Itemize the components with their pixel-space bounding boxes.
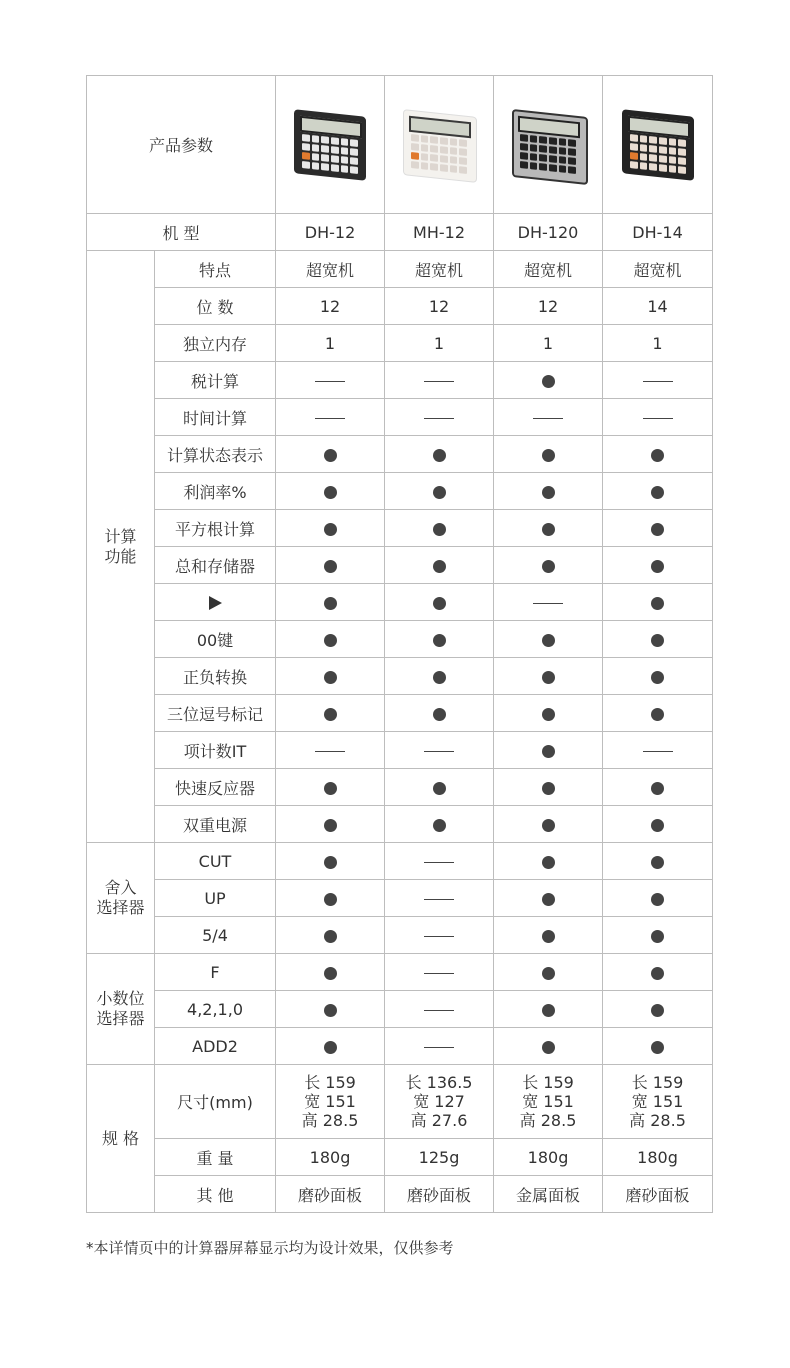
calculator-dark-image — [616, 103, 700, 187]
model-value: DH-14 — [603, 214, 713, 251]
dot-icon — [651, 671, 664, 684]
weight-row — [87, 1139, 713, 1176]
mark-cell — [385, 473, 494, 510]
mark-cell — [603, 954, 713, 991]
calculator-white-image — [397, 103, 481, 187]
model-row — [87, 214, 713, 251]
dash-icon — [424, 1010, 454, 1011]
mark-cell — [276, 621, 385, 658]
size-row — [87, 1065, 713, 1139]
mark-cell — [603, 399, 713, 436]
mark-cell — [494, 547, 603, 584]
feature-row — [87, 251, 713, 288]
mark-cell — [276, 806, 385, 843]
mark-cell — [385, 769, 494, 806]
memory-row — [87, 325, 713, 362]
spec-row — [87, 954, 713, 991]
dot-icon — [542, 1041, 555, 1054]
row-label: 平方根计算 — [155, 510, 276, 547]
mark-cell — [494, 584, 603, 621]
dot-icon — [433, 708, 446, 721]
mark-cell — [494, 917, 603, 954]
mark-cell — [603, 880, 713, 917]
model-value: DH-120 — [494, 214, 603, 251]
dot-icon — [324, 560, 337, 573]
dot-icon — [542, 708, 555, 721]
dash-icon — [643, 418, 673, 419]
mark-cell — [603, 547, 713, 584]
mark-cell — [603, 510, 713, 547]
mark-cell — [385, 547, 494, 584]
dot-icon — [651, 1041, 664, 1054]
mark-cell — [276, 473, 385, 510]
spec-row — [87, 806, 713, 843]
dash-icon — [533, 603, 563, 604]
row-label: 正负转换 — [155, 658, 276, 695]
mark-cell — [276, 1028, 385, 1065]
mark-cell — [603, 991, 713, 1028]
mark-cell — [276, 769, 385, 806]
spec-row — [87, 732, 713, 769]
dot-icon — [542, 634, 555, 647]
mark-cell — [494, 806, 603, 843]
row-label: CUT — [155, 843, 276, 880]
mark-cell — [276, 658, 385, 695]
dash-icon — [424, 418, 454, 419]
mark-cell — [385, 917, 494, 954]
model-label: 机 型 — [87, 214, 276, 251]
row-label: ADD2 — [155, 1028, 276, 1065]
mark-cell — [276, 584, 385, 621]
spec-row — [87, 880, 713, 917]
cell-value: 180g — [276, 1139, 385, 1176]
model-value: DH-12 — [276, 214, 385, 251]
dot-icon — [542, 856, 555, 869]
mark-cell — [276, 362, 385, 399]
mark-cell — [603, 1028, 713, 1065]
cell-value: 1 — [276, 325, 385, 362]
mark-cell — [603, 584, 713, 621]
row-label: 总和存储器 — [155, 547, 276, 584]
dot-icon — [651, 930, 664, 943]
dash-icon — [424, 1047, 454, 1048]
image-row — [87, 76, 713, 214]
calculator-silver-image — [506, 103, 590, 187]
dash-icon — [424, 973, 454, 974]
dot-icon — [433, 523, 446, 536]
row-label: 税计算 — [155, 362, 276, 399]
category-spec: 规 格 — [87, 1065, 155, 1213]
spec-table — [86, 75, 713, 1213]
mark-cell — [603, 843, 713, 880]
digits-row — [87, 288, 713, 325]
dash-icon — [424, 936, 454, 937]
dot-icon — [324, 523, 337, 536]
dash-icon — [643, 751, 673, 752]
mark-cell — [603, 806, 713, 843]
mark-cell — [494, 621, 603, 658]
mark-cell — [276, 917, 385, 954]
mark-cell — [494, 658, 603, 695]
cell-value: 12 — [276, 288, 385, 325]
dot-icon — [651, 449, 664, 462]
category-decimal: 小数位 选择器 — [87, 954, 155, 1065]
dot-icon — [433, 560, 446, 573]
cell-value: 1 — [494, 325, 603, 362]
mark-cell — [385, 843, 494, 880]
dot-icon — [324, 671, 337, 684]
mark-cell — [385, 510, 494, 547]
dash-icon — [424, 899, 454, 900]
spec-row — [87, 991, 713, 1028]
mark-cell — [494, 362, 603, 399]
size-value: 长 136.5 宽 127 高 27.6 — [385, 1065, 494, 1139]
dot-icon — [324, 782, 337, 795]
cell-value: 14 — [603, 288, 713, 325]
row-label: 时间计算 — [155, 399, 276, 436]
dot-icon — [651, 819, 664, 832]
spec-row — [87, 473, 713, 510]
mark-cell — [385, 362, 494, 399]
play-icon — [155, 584, 276, 621]
dot-icon — [651, 893, 664, 906]
dot-icon — [542, 671, 555, 684]
cell-value: 磨砂面板 — [276, 1176, 385, 1213]
dot-icon — [324, 819, 337, 832]
dash-icon — [315, 418, 345, 419]
mark-cell — [494, 954, 603, 991]
cell-value: 磨砂面板 — [385, 1176, 494, 1213]
dot-icon — [542, 375, 555, 388]
mark-cell — [385, 436, 494, 473]
cell-value: 超宽机 — [276, 251, 385, 288]
dot-icon — [324, 486, 337, 499]
dot-icon — [542, 967, 555, 980]
size-value: 长 159 宽 151 高 28.5 — [276, 1065, 385, 1139]
dash-icon — [315, 751, 345, 752]
model-value: MH-12 — [385, 214, 494, 251]
cell-value: 超宽机 — [494, 251, 603, 288]
mark-cell — [385, 732, 494, 769]
dot-icon — [651, 967, 664, 980]
row-label: F — [155, 954, 276, 991]
cell-value: 125g — [385, 1139, 494, 1176]
dot-icon — [542, 782, 555, 795]
mark-cell — [494, 695, 603, 732]
dot-icon — [542, 449, 555, 462]
mark-cell — [385, 806, 494, 843]
size-value: 长 159 宽 151 高 28.5 — [494, 1065, 603, 1139]
mark-cell — [276, 510, 385, 547]
row-label: 利润率% — [155, 473, 276, 510]
dot-icon — [542, 893, 555, 906]
dot-icon — [433, 671, 446, 684]
category-round: 舍入 选择器 — [87, 843, 155, 954]
spec-row — [87, 362, 713, 399]
mark-cell — [276, 843, 385, 880]
mark-cell — [385, 954, 494, 991]
dot-icon — [324, 708, 337, 721]
calculator-black-image — [288, 103, 372, 187]
mark-cell — [494, 769, 603, 806]
dash-icon — [315, 381, 345, 382]
row-label: 其 他 — [155, 1176, 276, 1213]
cell-value: 180g — [494, 1139, 603, 1176]
mark-cell — [276, 732, 385, 769]
mark-cell — [494, 880, 603, 917]
panel-row — [87, 1176, 713, 1213]
row-label: 重 量 — [155, 1139, 276, 1176]
header-label: 产品参数 — [87, 76, 276, 214]
row-label: 双重电源 — [155, 806, 276, 843]
dot-icon — [651, 708, 664, 721]
mark-cell — [385, 880, 494, 917]
dot-icon — [433, 819, 446, 832]
row-label: 位 数 — [155, 288, 276, 325]
mark-cell — [385, 621, 494, 658]
mark-cell — [276, 695, 385, 732]
play-icon — [209, 596, 222, 610]
row-label: UP — [155, 880, 276, 917]
mark-cell — [276, 880, 385, 917]
dot-icon — [651, 856, 664, 869]
mark-cell — [385, 399, 494, 436]
mark-cell — [494, 843, 603, 880]
dot-icon — [433, 634, 446, 647]
cell-value: 磨砂面板 — [603, 1176, 713, 1213]
mark-cell — [385, 1028, 494, 1065]
row-label: 项计数IT — [155, 732, 276, 769]
mark-cell — [385, 991, 494, 1028]
mark-cell — [603, 658, 713, 695]
dot-icon — [324, 930, 337, 943]
cell-value: 12 — [385, 288, 494, 325]
dot-icon — [651, 523, 664, 536]
spec-row — [87, 510, 713, 547]
dot-icon — [651, 486, 664, 499]
dot-icon — [651, 597, 664, 610]
dash-icon — [533, 418, 563, 419]
mark-cell — [494, 399, 603, 436]
category-calc: 计算 功能 — [87, 251, 155, 843]
mark-cell — [603, 917, 713, 954]
dot-icon — [324, 1041, 337, 1054]
spec-row — [87, 1028, 713, 1065]
dot-icon — [324, 856, 337, 869]
row-label: 尺寸(mm) — [155, 1065, 276, 1139]
dot-icon — [542, 560, 555, 573]
dot-icon — [651, 782, 664, 795]
mark-cell — [494, 732, 603, 769]
mark-cell — [494, 436, 603, 473]
spec-row — [87, 584, 713, 621]
mark-cell — [385, 584, 494, 621]
spec-row — [87, 621, 713, 658]
dot-icon — [324, 597, 337, 610]
mark-cell — [385, 695, 494, 732]
dot-icon — [324, 893, 337, 906]
dot-icon — [542, 486, 555, 499]
dash-icon — [424, 862, 454, 863]
row-label: 快速反应器 — [155, 769, 276, 806]
mark-cell — [603, 732, 713, 769]
mark-cell — [494, 510, 603, 547]
size-value: 长 159 宽 151 高 28.5 — [603, 1065, 713, 1139]
mark-cell — [276, 436, 385, 473]
cell-value: 金属面板 — [494, 1176, 603, 1213]
spec-row — [87, 917, 713, 954]
dot-icon — [542, 930, 555, 943]
mark-cell — [276, 399, 385, 436]
dash-icon — [424, 381, 454, 382]
spec-row — [87, 436, 713, 473]
row-label: 独立内存 — [155, 325, 276, 362]
dot-icon — [542, 745, 555, 758]
cell-value: 1 — [603, 325, 713, 362]
mark-cell — [385, 658, 494, 695]
mark-cell — [276, 991, 385, 1028]
dot-icon — [651, 634, 664, 647]
row-label: 4,2,1,0 — [155, 991, 276, 1028]
row-label: 计算状态表示 — [155, 436, 276, 473]
row-label: 5/4 — [155, 917, 276, 954]
dot-icon — [433, 449, 446, 462]
mark-cell — [494, 1028, 603, 1065]
spec-row — [87, 547, 713, 584]
dot-icon — [651, 1004, 664, 1017]
footnote: *本详情页中的计算器屏幕显示均为设计效果，仅供参考 — [86, 1239, 454, 1257]
mark-cell — [603, 769, 713, 806]
dot-icon — [324, 1004, 337, 1017]
mark-cell — [494, 473, 603, 510]
dot-icon — [324, 967, 337, 980]
spec-row — [87, 399, 713, 436]
dot-icon — [324, 634, 337, 647]
dash-icon — [643, 381, 673, 382]
cell-value: 超宽机 — [385, 251, 494, 288]
mark-cell — [494, 991, 603, 1028]
mark-cell — [603, 695, 713, 732]
dot-icon — [542, 1004, 555, 1017]
spec-row — [87, 695, 713, 732]
mark-cell — [603, 621, 713, 658]
dot-icon — [542, 819, 555, 832]
mark-cell — [276, 547, 385, 584]
row-label: 00键 — [155, 621, 276, 658]
dash-icon — [424, 751, 454, 752]
mark-cell — [603, 473, 713, 510]
dot-icon — [324, 449, 337, 462]
mark-cell — [603, 436, 713, 473]
row-label: 特点 — [155, 251, 276, 288]
dot-icon — [433, 486, 446, 499]
cell-value: 1 — [385, 325, 494, 362]
row-label: 三位逗号标记 — [155, 695, 276, 732]
dot-icon — [433, 597, 446, 610]
dot-icon — [542, 523, 555, 536]
dot-icon — [651, 560, 664, 573]
dot-icon — [433, 782, 446, 795]
cell-value: 180g — [603, 1139, 713, 1176]
spec-row — [87, 658, 713, 695]
spec-row — [87, 769, 713, 806]
mark-cell — [603, 362, 713, 399]
spec-row — [87, 843, 713, 880]
cell-value: 超宽机 — [603, 251, 713, 288]
cell-value: 12 — [494, 288, 603, 325]
mark-cell — [276, 954, 385, 991]
